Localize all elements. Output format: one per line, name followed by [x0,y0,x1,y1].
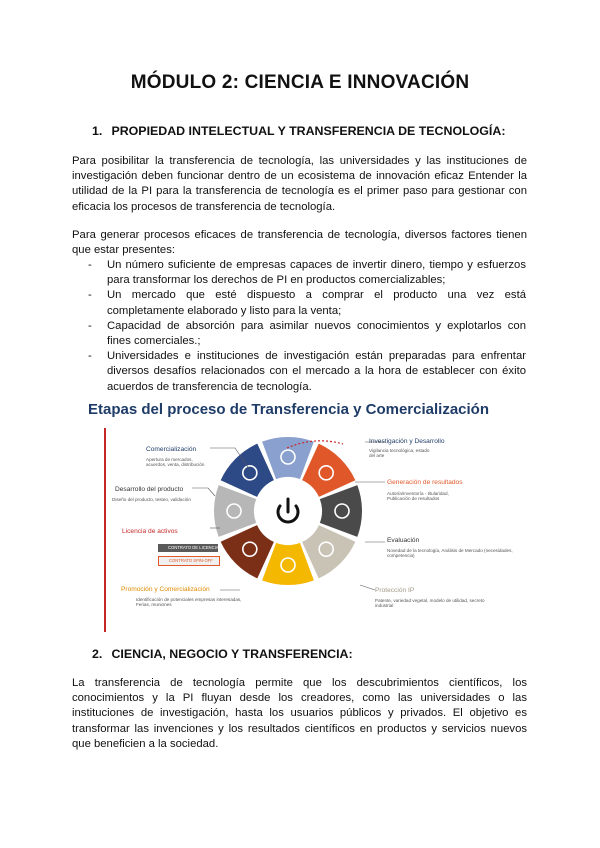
stage-detail: Autoría/Inventoría - titularidad, Publicación de resultados [387,491,449,502]
diagram-title: Etapas del proceso de Transferencia y Comercialización [88,401,489,418]
section-number: 1. [92,124,103,138]
stage-evaluacion-label: Evaluación [387,537,420,544]
stage-detail: Patente, variedad vegetal, modelo de utilidad, secreto industrial [375,598,485,609]
paragraph: Para posibilitar la transferencia de tecnología, las universidades y las instituciones de investigación deben funcionar dentro de un ecosistema de innovación eficaz Entender la utilidad de la PI para la transferencia de tecnología es el primer paso para gestionar con eficacia los procesos de transferencia de tecnología. [72,155,527,213]
list-item: - Un número suficiente de empresas capaces de invertir dinero, tiempo y esfuerzos para transformar los derechos de PI en productos comercializables; [88,258,526,288]
section-heading-text: CIENCIA, NEGOCIO Y TRANSFERENCIA: [111,647,353,661]
section-heading-text: PROPIEDAD INTELECTUAL Y TRANSFERENCIA DE TECNOLOGÍA: [111,124,506,138]
stage-investigacion-label: Investigación y Desarrollo [369,438,445,445]
spinoff-badge: CONTRATO SPIN-OFF [158,556,220,566]
stage-generacion-label: Generación de resultados [387,479,463,486]
stage-detail: Identificación de potenciales empresas interesadas, Ferias, reuniones [136,597,242,608]
stage-comercializacion-label: Comercialización [146,446,197,453]
stage-proteccion-label: Protección IP [375,587,415,594]
stage-detail: Apertura de mercados, acuerdos, venta, distribución [146,457,205,468]
stage-licencia-label: Licencia de activos [122,528,178,535]
license-badge: CONTRATO DE LICENCIA [158,544,218,552]
stage-detail: Vigilancia tecnológica, estado del arte [369,448,430,459]
stage-detail: Novedad de la tecnología, Análisis de Mercado (necesidades, competencia) [387,548,513,559]
section-2-heading [92,647,353,661]
list-item: - Universidades e instituciones de investigación están preparadas para enfrentar diversos desafíos relacionados con el mercado a la hora de establecer con éxito acuerdos de transferencia de tecnología. [88,349,526,395]
factor-list [88,258,526,395]
connector-lines [100,430,500,640]
stage-promocion-label: Promoción y Comercialización [121,586,210,593]
stage-desarrollo-label: Desarrollo del producto [115,486,184,493]
list-item: - Un mercado que esté dispuesto a comprar el producto una vez está completamente elaborado y listo para la venta; [88,288,526,318]
list-item: - Capacidad de absorción para asimilar nuevos conocimientos y explotarlos con fines comerciales.; [88,319,526,349]
section-1-heading [92,124,505,138]
paragraph: Para generar procesos eficaces de transferencia de tecnología, diversos factores tienen que estar presentes: [72,229,527,257]
paragraph: La transferencia de tecnología permite que los descubrimientos científicos, los conocimientos y la PI fluyan desde los creadores, como las universidades o las instituciones de investigación, hasta los usuarios públicos y privados. El objetivo es transformar las invenciones y los resultados científicos en productos y servicios nuevos que beneficien a la sociedad. [72,677,527,750]
page-title: MÓDULO 2: CIENCIA E INNOVACIÓN [130,72,470,93]
section-number: 2. [92,647,103,661]
stage-detail: Diseño del producto, testeo, validación [112,497,191,502]
